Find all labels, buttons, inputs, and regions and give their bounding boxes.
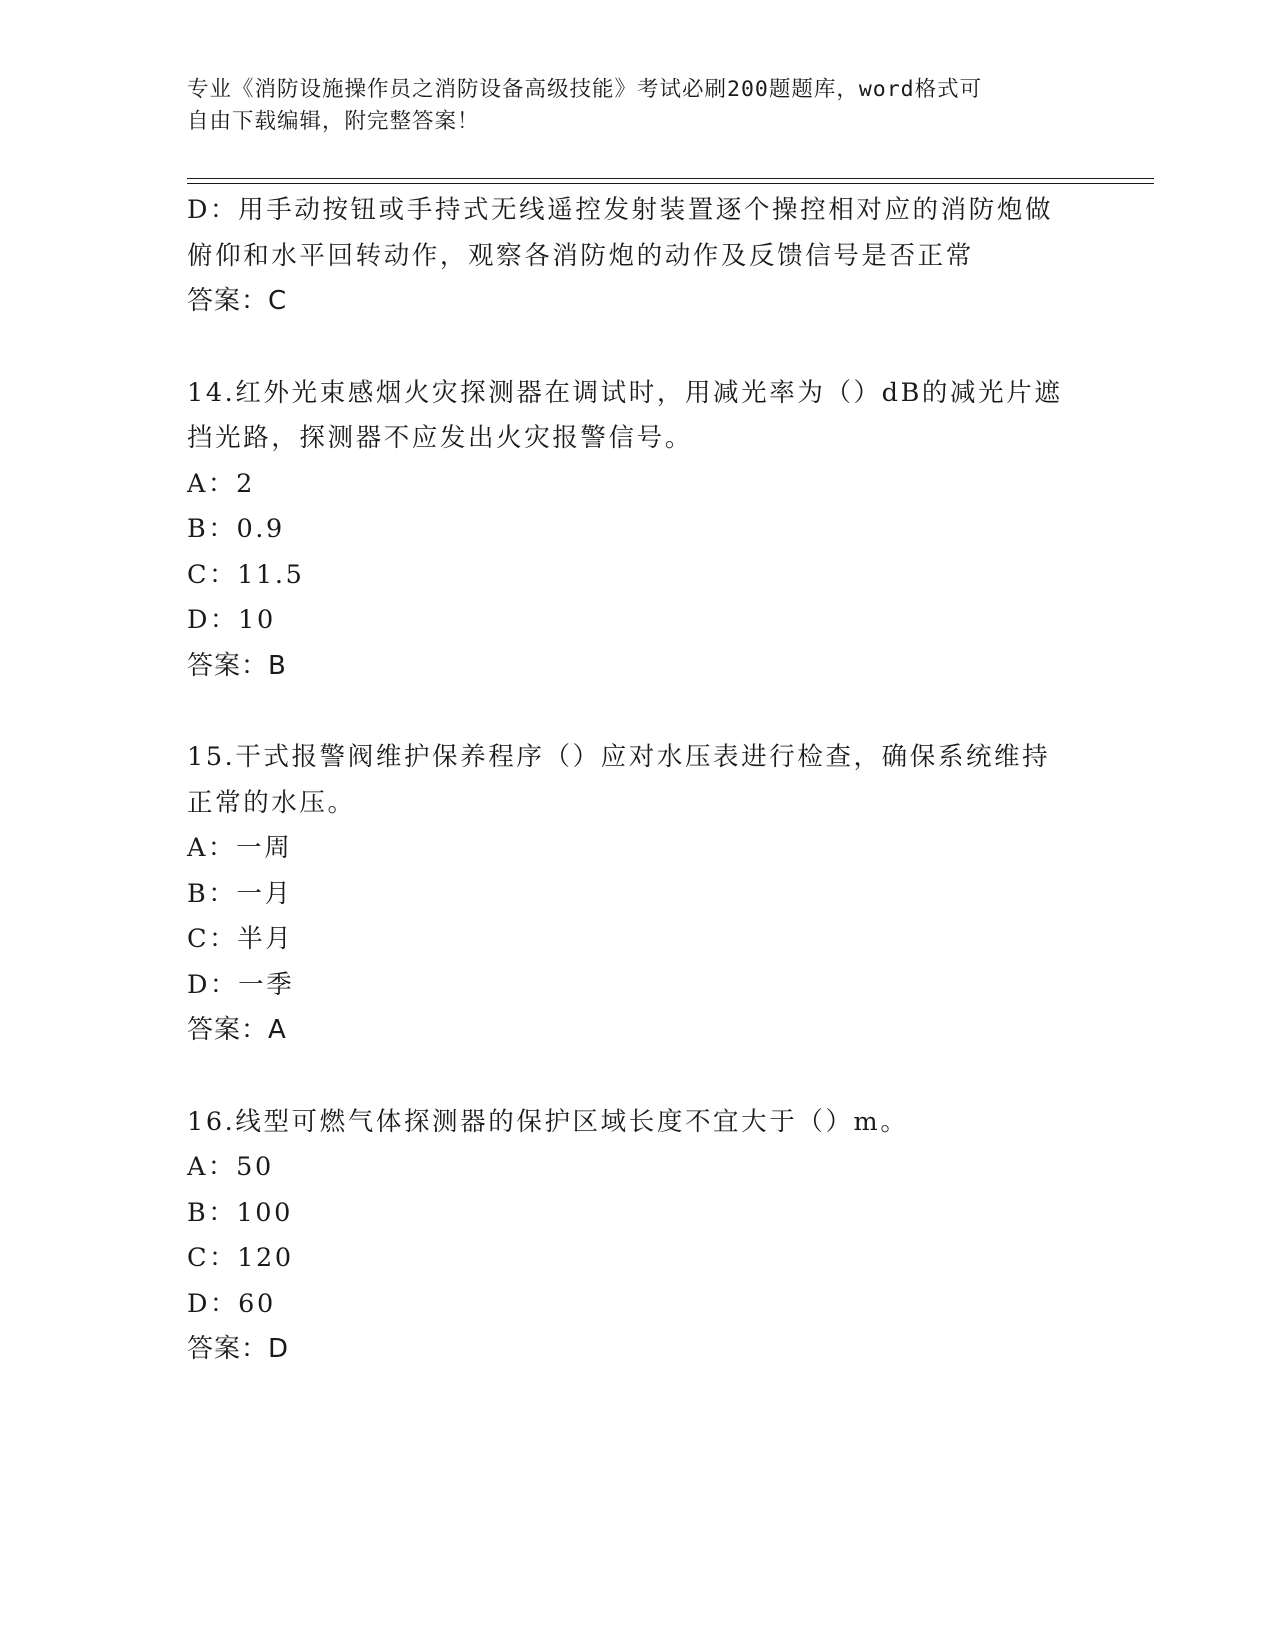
option-d-line-1: D：用手动按钮或手持式无线遥控发射装置逐个操控相对应的消防炮做: [187, 195, 1054, 225]
answer-line: 答案：C: [187, 286, 288, 316]
option-d: D：一季: [187, 969, 295, 1000]
spacer: [187, 325, 1087, 371]
question-14: [187, 371, 1087, 690]
option-d: D：10: [187, 605, 276, 635]
header-line-2: 自由下载编辑，附完整答案！: [187, 109, 480, 134]
option-d: D：60: [187, 1288, 276, 1319]
question-stem-line-1: 14.红外光束感烟火灾探测器在调试时，用减光率为（）dB的减光片遮: [187, 377, 1063, 408]
answer-line: 答案：A: [187, 1015, 287, 1045]
option-d-line-2: 俯仰和水平回转动作，观察各消防炮的动作及反馈信号是否正常: [187, 240, 974, 271]
header-divider-top: [187, 178, 1154, 179]
answer-line: 答案：B: [187, 650, 287, 681]
spacer: [187, 1054, 1087, 1100]
option-b: B：100: [187, 1197, 293, 1228]
option-a: A：50: [187, 1152, 274, 1182]
option-b: B：一月: [187, 878, 293, 909]
header-line-1: 专业《消防设施操作员之消防设备高级技能》考试必刷200题题库，word格式可: [187, 77, 983, 102]
option-a: A：一周: [187, 833, 293, 863]
document-header: [187, 74, 1067, 138]
question-stem-line-2: 挡光路，探测器不应发出火灾报警信号。: [187, 423, 693, 453]
option-b: B：0.9: [187, 514, 285, 544]
question-15: [187, 735, 1087, 1054]
spacer: [187, 689, 1087, 735]
question-stem-line-1: 16.线型可燃气体探测器的保护区域长度不宜大于（）m。: [187, 1106, 909, 1137]
question-content: [187, 188, 1087, 1373]
question-stem-line-1: 15.干式报警阀维护保养程序（）应对水压表进行检查，确保系统维持: [187, 742, 1051, 772]
option-c: C：半月: [187, 924, 294, 954]
previous-question-tail: [187, 188, 1087, 325]
header-divider-bottom: [187, 183, 1154, 184]
option-c: C：11.5: [187, 559, 305, 590]
option-a: A：2: [187, 468, 255, 499]
option-c: C：120: [187, 1243, 294, 1273]
question-16: [187, 1100, 1087, 1373]
answer-line: 答案：D: [187, 1334, 290, 1364]
question-stem-line-2: 正常的水压。: [187, 787, 356, 818]
